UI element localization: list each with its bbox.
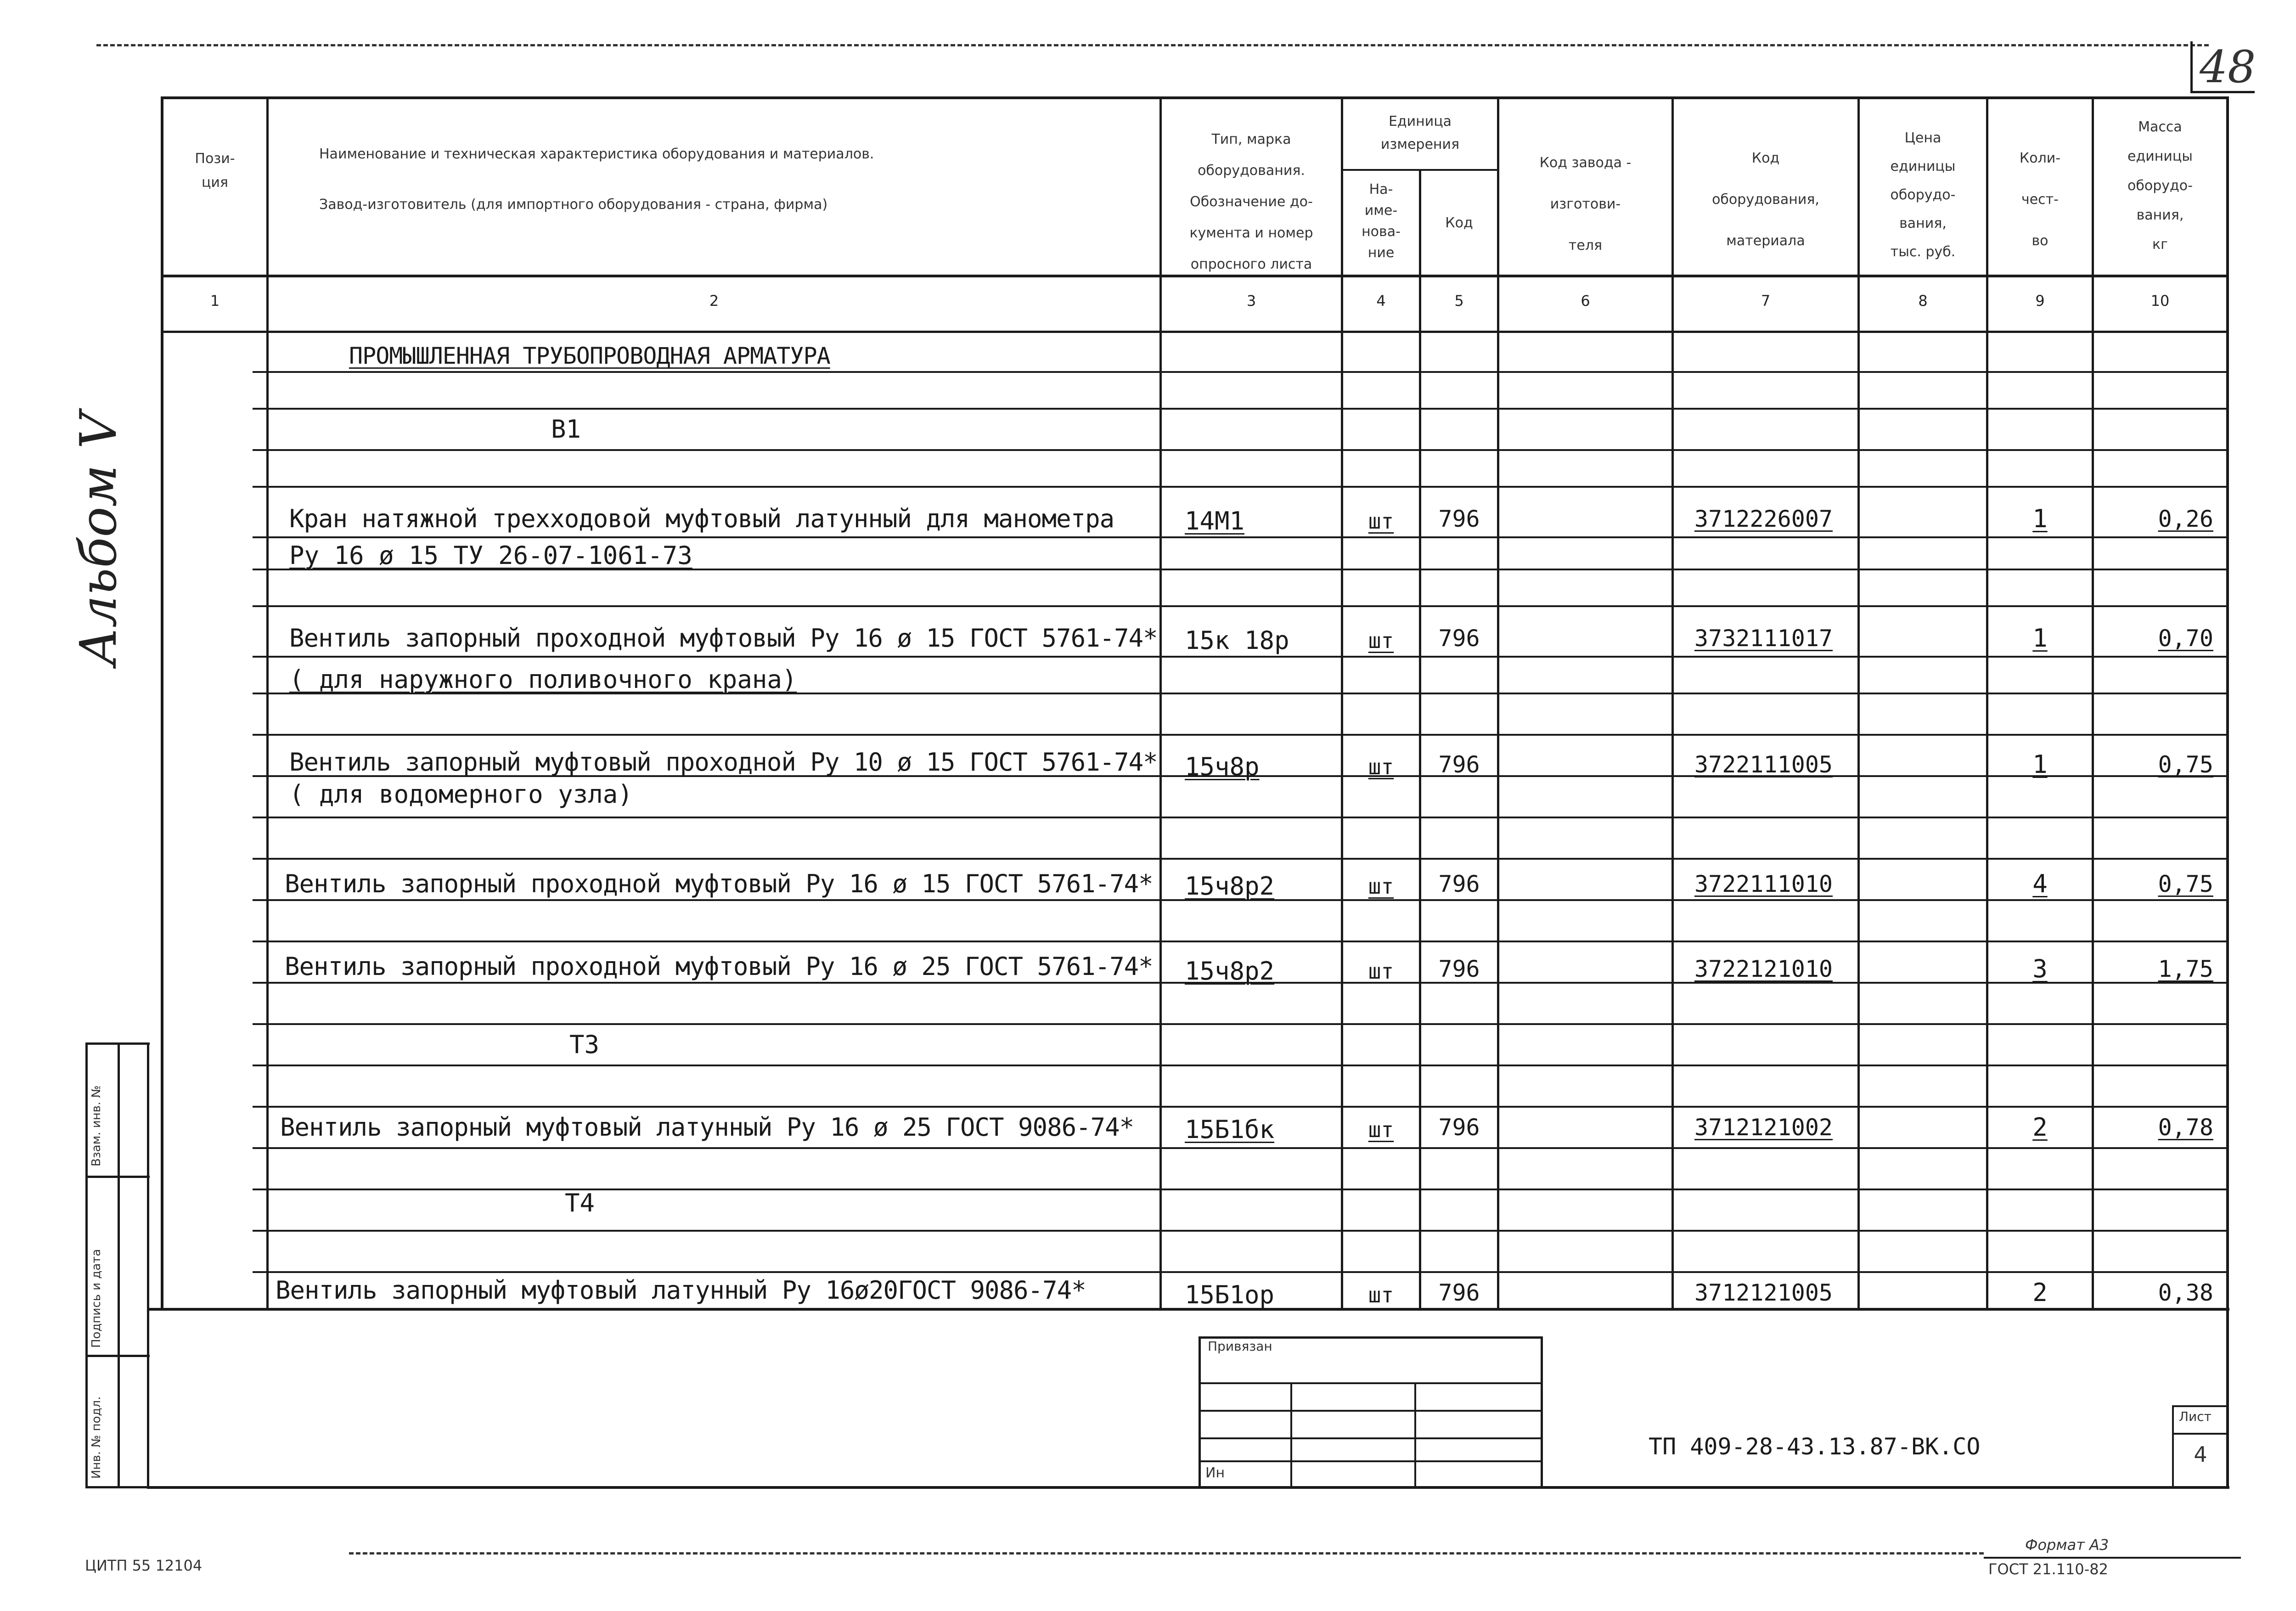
header-equipment-code: Код оборудования, материала (1712, 150, 1819, 249)
row-line (253, 1023, 2227, 1025)
group-label-t4: Т4 (565, 1189, 595, 1217)
row-line (253, 656, 2227, 658)
row-line (253, 1065, 2227, 1066)
item6-name: Вентиль запорный муфтовый латунный Ру 16 ø 25 ГОСТ 9086-74* (280, 1113, 1134, 1142)
table-left-border (161, 96, 163, 1309)
page-mark-box-left (2190, 41, 2193, 92)
header-price: Цена единицы оборудо- вания, тыс. руб. (1890, 130, 1956, 260)
item2-type: 15к 18р (1185, 626, 1289, 655)
colnum-7: 7 (1761, 292, 1771, 310)
row-line (253, 371, 2227, 373)
colnum-3: 3 (1246, 292, 1256, 310)
side-stamp-line (85, 1042, 150, 1045)
col-sep-6 (1671, 96, 1674, 1309)
item2-quantity: 1 (2032, 624, 2048, 653)
item7-equipment-code: 3712121005 (1694, 1279, 1833, 1306)
item1-equipment-code: 3712226007 (1694, 506, 1833, 532)
group-label-t3: Т3 (569, 1030, 600, 1059)
title-block-line (1541, 1336, 1543, 1488)
row-line (253, 605, 2227, 607)
colnum-6: 6 (1581, 292, 1590, 310)
side-stamp-line (85, 1486, 150, 1488)
item1-type: 14М1 (1185, 507, 1245, 535)
item7-mass: 0,38 (2158, 1279, 2213, 1306)
row-line (253, 1106, 2227, 1108)
side-stamp-line (85, 1176, 150, 1178)
album-label: Альбом V (69, 412, 128, 666)
item7-unit-code: 796 (1438, 1279, 1480, 1306)
item2-name-line2: ( для наружного поливочного крана) (289, 665, 797, 694)
item3-unit: шт (1368, 755, 1394, 779)
item6-unit-code: 796 (1438, 1114, 1480, 1141)
row-line (253, 1230, 2227, 1232)
item4-unit: шт (1368, 874, 1394, 899)
item5-type: 15ч8р2 (1185, 957, 1275, 986)
item2-unit: шт (1368, 628, 1394, 653)
item2-unit-code: 796 (1438, 625, 1480, 652)
item1-name: Кран натяжной трехходовой муфтовый латунный для манометра (289, 504, 1114, 533)
item6-quantity: 2 (2032, 1113, 2048, 1142)
side-stamp-line (118, 1042, 120, 1488)
side-stamp-line (85, 1042, 88, 1488)
item3-unit-code: 796 (1438, 751, 1480, 778)
item3-name: Вентиль запорный муфтовый проходной Ру 10 ø 15 ГОСТ 5761-74* (289, 748, 1158, 777)
header-unit-code: Код (1445, 215, 1473, 231)
group-label-b1: В1 (551, 415, 581, 444)
page-mark: 48 (2200, 41, 2256, 93)
title-block-line (1414, 1382, 1416, 1488)
item2-name: Вентиль запорный проходной муфтовый Ру 16 ø 15 ГОСТ 5761-74* (289, 624, 1158, 653)
col-sep-1 (266, 96, 269, 1309)
col-sep-5 (1497, 96, 1499, 1309)
item5-mass: 1,75 (2158, 956, 2213, 982)
item6-unit: шт (1368, 1117, 1394, 1142)
row-line (253, 1189, 2227, 1190)
footer-rule (1984, 1557, 2241, 1559)
col-sep-7 (1857, 96, 1860, 1309)
row-line (253, 1147, 2227, 1149)
title-block-line (1290, 1382, 1292, 1488)
header-name-line1: Наименование и техническая характеристика оборудования и материалов. (319, 146, 874, 162)
format-label: Формат А3 (2025, 1536, 2109, 1554)
document-code: ТП 409-28-43.13.87-ВК.СО (1649, 1433, 1981, 1460)
header-unit-name: На- име- нова- ние (1362, 181, 1401, 261)
attached-label: Привязан (1208, 1339, 1272, 1354)
item1-unit: шт (1368, 509, 1394, 534)
item7-unit: шт (1368, 1283, 1394, 1307)
item5-unit-code: 796 (1438, 956, 1480, 982)
title-block-line (1199, 1437, 1543, 1439)
sheet-label: Лист (2179, 1409, 2212, 1424)
top-dashed-rule (96, 44, 2209, 46)
side-stamp-inv-original: Инв. № подл. (90, 1396, 103, 1479)
item1-name-line2: Ру 16 ø 15 ТУ 26-07-1061-73 (289, 541, 692, 570)
item4-quantity: 4 (2032, 869, 2048, 898)
footer-left-code: ЦИТП 55 12104 (85, 1557, 203, 1574)
item4-name: Вентиль запорный проходной муфтовый Ру 16 ø 15 ГОСТ 5761-74* (285, 869, 1153, 898)
header-quantity: Коли- чест- во (2019, 150, 2061, 249)
item2-equipment-code: 3732111017 (1694, 625, 1833, 652)
colnum-2: 2 (709, 292, 719, 310)
frame-bottom (147, 1486, 2229, 1489)
item2-mass: 0,70 (2158, 625, 2213, 652)
item3-name-line2: ( для водомерного узла) (289, 780, 633, 809)
row-line (253, 536, 2227, 538)
item6-type: 15Б1бк (1185, 1115, 1275, 1144)
title-block-line (1199, 1336, 1201, 1488)
gost-label: ГОСТ 21.110-82 (1988, 1560, 2108, 1578)
colnum-9: 9 (2035, 292, 2045, 310)
item5-name: Вентиль запорный проходной муфтовый Ру 16 ø 25 ГОСТ 5761-74* (285, 952, 1153, 981)
row-line (253, 449, 2227, 451)
item4-unit-code: 796 (1438, 871, 1480, 897)
table-top-border (161, 96, 2227, 99)
row-line (253, 734, 2227, 736)
title-block-line (2172, 1433, 2227, 1435)
sheet-number: 4 (2194, 1442, 2207, 1467)
section-title: ПРОМЫШЛЕННАЯ ТРУБОПРОВОДНАЯ АРМАТУРА (349, 343, 830, 369)
colnum-1: 1 (210, 292, 220, 310)
header-unit: Единица измерения (1380, 113, 1460, 152)
item6-mass: 0,78 (2158, 1114, 2213, 1141)
colnum-10: 10 (2150, 292, 2170, 310)
header-type: Тип, марка оборудования. Обозначение до- кумента и номер опросного листа (1189, 131, 1313, 272)
item3-quantity: 1 (2032, 750, 2048, 779)
item3-equipment-code: 3722111005 (1694, 751, 1833, 778)
item3-type: 15ч8р (1185, 752, 1260, 781)
item1-quantity: 1 (2032, 504, 2048, 533)
unit-subheader-line (1341, 169, 1499, 171)
inv-label: Ин (1205, 1465, 1225, 1481)
item1-mass: 0,26 (2158, 506, 2213, 532)
item7-quantity: 2 (2032, 1278, 2048, 1307)
row-line (253, 817, 2227, 818)
row-line (253, 858, 2227, 860)
item5-equipment-code: 3722121010 (1694, 956, 1833, 982)
item4-mass: 0,75 (2158, 871, 2213, 897)
title-block-line (1199, 1410, 1543, 1412)
item4-type: 15ч8р2 (1185, 872, 1275, 901)
colnum-8: 8 (1918, 292, 1928, 310)
title-block-line (2172, 1405, 2227, 1407)
row-line (253, 408, 2227, 410)
side-stamp-replaced-inv: Взам. инв. № (90, 1085, 103, 1166)
side-stamp-signature-date: Подпись и дата (90, 1249, 103, 1348)
table-colnum-bottom-border (161, 331, 2227, 333)
row-line (253, 486, 2227, 488)
bottom-dashed-rule (349, 1552, 1984, 1555)
header-position: Пози- ция (195, 151, 235, 191)
table-right-border (2226, 96, 2229, 1309)
header-name-line2: Завод-изготовитель (для импортного оборудования - страна, фирма) (319, 197, 828, 213)
row-line (253, 941, 2227, 942)
item5-quantity: 3 (2032, 954, 2048, 983)
title-block-line (1199, 1382, 1543, 1384)
item1-unit-code: 796 (1438, 506, 1480, 532)
item7-name: Вентиль запорный муфтовый латунный Ру 16ø20ГОСТ 9086-74* (276, 1276, 1086, 1305)
item4-equipment-code: 3722111010 (1694, 871, 1833, 897)
title-block-line (1199, 1460, 1543, 1462)
colnum-5: 5 (1454, 292, 1464, 310)
item3-mass: 0,75 (2158, 751, 2213, 778)
frame-left-lower (147, 1042, 149, 1488)
header-maker-code: Код завода - изготови- теля (1539, 155, 1632, 253)
colnum-4: 4 (1376, 292, 1386, 310)
row-line (253, 1271, 2227, 1273)
item5-unit: шт (1368, 959, 1394, 984)
item7-type: 15Б1ор (1185, 1280, 1275, 1309)
header-mass: Масса единицы оборудо- вания, кг (2127, 119, 2193, 253)
item6-equipment-code: 3712121002 (1694, 1114, 1833, 1141)
side-stamp-line (85, 1355, 150, 1357)
